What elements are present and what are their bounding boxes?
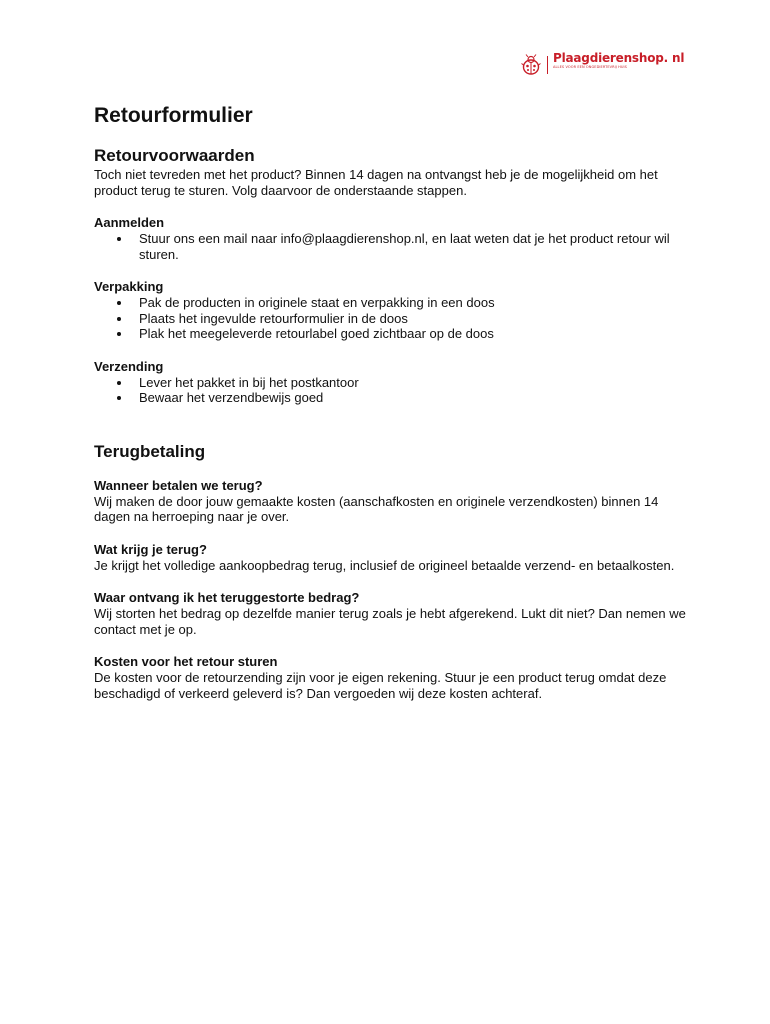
refund-question: Waar ontvang ik het teruggestorte bedrag?	[94, 590, 360, 605]
page-title: Retourformulier	[94, 104, 253, 127]
list-item: Plak het meegeleverde retourlabel goed zichtbaar op de doos	[94, 326, 694, 342]
list-item: Stuur ons een mail naar info@plaagdierenshop.nl, en laat weten dat je het product retour wil sturen.	[94, 231, 694, 262]
document-body	[94, 101, 694, 701]
refund-answer: De kosten voor de retourzending zijn voor je eigen rekening. Stuur je een product terug omdat deze beschadigd of verkeerd geleverd is? Dan vergoeden wij deze kosten achteraf.	[94, 670, 667, 701]
section-title-verzending: Verzending	[94, 358, 164, 374]
brand-name: Plaagdierenshop. nl	[553, 51, 685, 65]
list-item: Bewaar het verzendbewijs goed	[94, 390, 694, 406]
conditions-heading: Retourvoorwaarden	[94, 146, 255, 165]
ladybug-icon	[521, 54, 541, 76]
refund-heading: Terugbetaling	[94, 441, 206, 461]
refund-answer: Wij maken de door jouw gemaakte kosten (aanschafkosten en originele verzendkosten) binnen 14 dagen na herroeping naar je over.	[94, 493, 659, 524]
refund-answer: Je krijgt het volledige aankoopbedrag terug, inclusief de origineel betaalde verzend- en betaalkosten.	[94, 557, 675, 573]
logo-text	[553, 52, 684, 70]
logo-divider	[547, 56, 548, 74]
list-aanmelden	[94, 231, 694, 262]
list-item: Lever het pakket in bij het postkantoor	[94, 375, 694, 391]
list-verpakking	[94, 295, 694, 342]
refund-answer: Wij storten het bedrag op dezelfde manier terug zoals je hebt afgerekend. Lukt dit niet? Dan nemen we contact met je op.	[94, 606, 686, 637]
section-title-aanmelden: Aanmelden	[94, 215, 165, 230]
list-item: Plaats het ingevulde retourformulier in de doos	[94, 311, 694, 327]
brand-logo	[521, 52, 684, 76]
refund-question: Kosten voor het retour sturen	[94, 654, 278, 669]
conditions-intro: Toch niet tevreden met het product? Binnen 14 dagen na ontvangst heb je de mogelijkheid om het product terug te sturen. Volg daarvoor de onderstaande stappen.	[94, 167, 658, 198]
list-item: Pak de producten in originele staat en verpakking in een doos	[94, 295, 694, 311]
brand-tagline: ALLES VOOR EEN ONGEDIERTEVRIJ HUIS	[553, 65, 627, 69]
refund-question: Wat krijg je terug?	[94, 541, 207, 557]
list-verzending	[94, 375, 694, 406]
refund-question: Wanneer betalen we terug?	[94, 477, 263, 493]
section-title-verpakking: Verpakking	[94, 279, 164, 294]
